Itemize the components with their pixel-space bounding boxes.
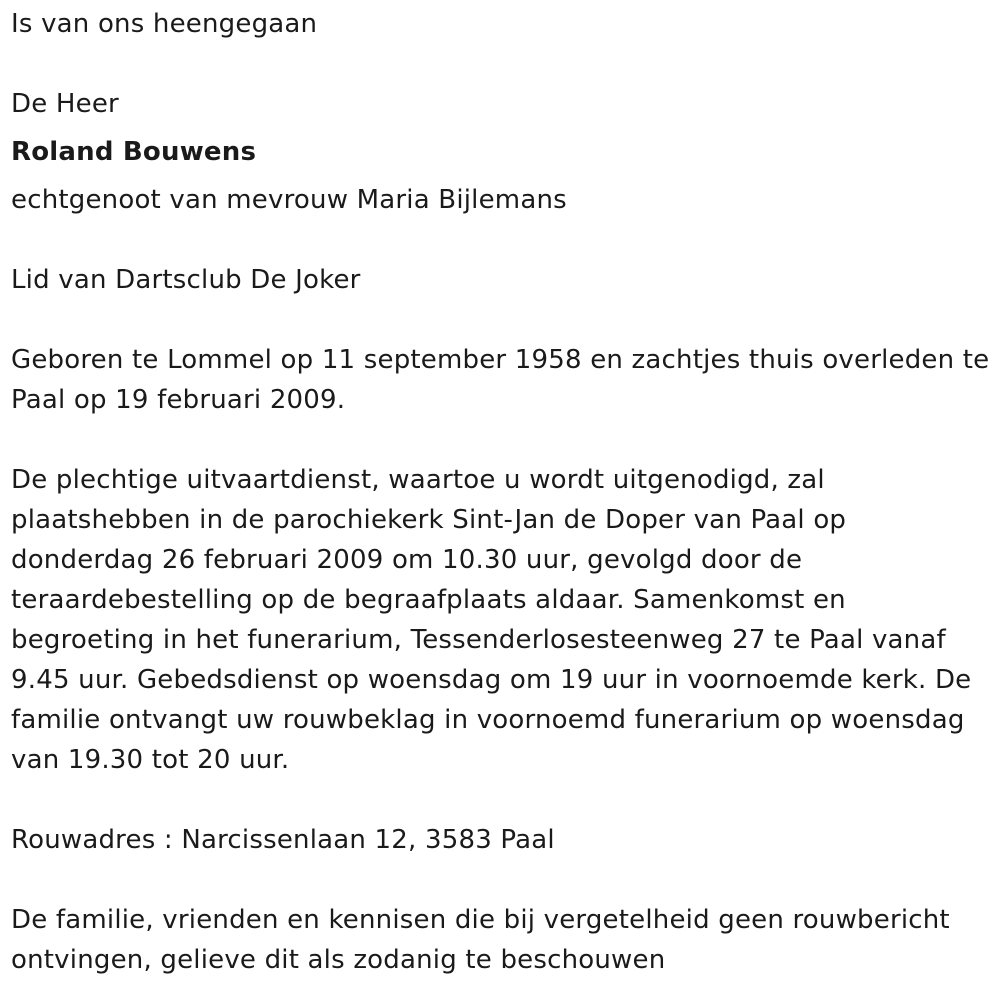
- funeral-service-paragraph: [11, 460, 991, 780]
- paragraph-line: familie ontvangt uw rouwbeklag in voornoemd funerarium op woensdag: [11, 705, 965, 735]
- paragraph-line: 9.45 uur. Gebedsdienst op woensdag om 19 uur in voornoemde kerk. De: [11, 665, 972, 695]
- paragraph-line: donderdag 26 februari 2009 om 10.30 uur, gevolgd door de: [11, 545, 803, 575]
- paragraph-line: teraardebestelling op de begraafplaats aldaar. Samenkomst en: [11, 585, 846, 615]
- deceased-name: Roland Bouwens: [11, 137, 257, 167]
- obituary-notice: [11, 4, 991, 980]
- closing-paragraph: [11, 900, 991, 980]
- paragraph-line: begroeting in het funerarium, Tessenderlosesteenweg 27 te Paal vanaf: [11, 625, 946, 655]
- paragraph-line: Paal op 19 februari 2009.: [11, 385, 346, 415]
- paragraph-line: ontvingen, gelieve dit als zodanig te beschouwen: [11, 945, 666, 975]
- salutation: De Heer: [11, 89, 119, 119]
- paragraph-line: De plechtige uitvaartdienst, waartoe u wordt uitgenodigd, zal: [11, 465, 825, 495]
- paragraph-line: plaatshebben in de parochiekerk Sint-Jan de Doper van Paal op: [11, 505, 847, 535]
- paragraph-line: De familie, vrienden en kennisen die bij vergetelheid geen rouwbericht: [11, 905, 950, 935]
- paragraph-line: Geboren te Lommel op 11 september 1958 en zachtjes thuis overleden te: [11, 345, 990, 375]
- paragraph-line: van 19.30 tot 20 uur.: [11, 745, 290, 775]
- membership-line: Lid van Dartsclub De Joker: [11, 265, 361, 295]
- mourning-address: Rouwadres : Narcissenlaan 12, 3583 Paal: [11, 825, 555, 855]
- spouse-line: echtgenoot van mevrouw Maria Bijlemans: [11, 185, 567, 215]
- birth-death-paragraph: [11, 340, 991, 420]
- intro-text: Is van ons heengegaan: [11, 9, 318, 39]
